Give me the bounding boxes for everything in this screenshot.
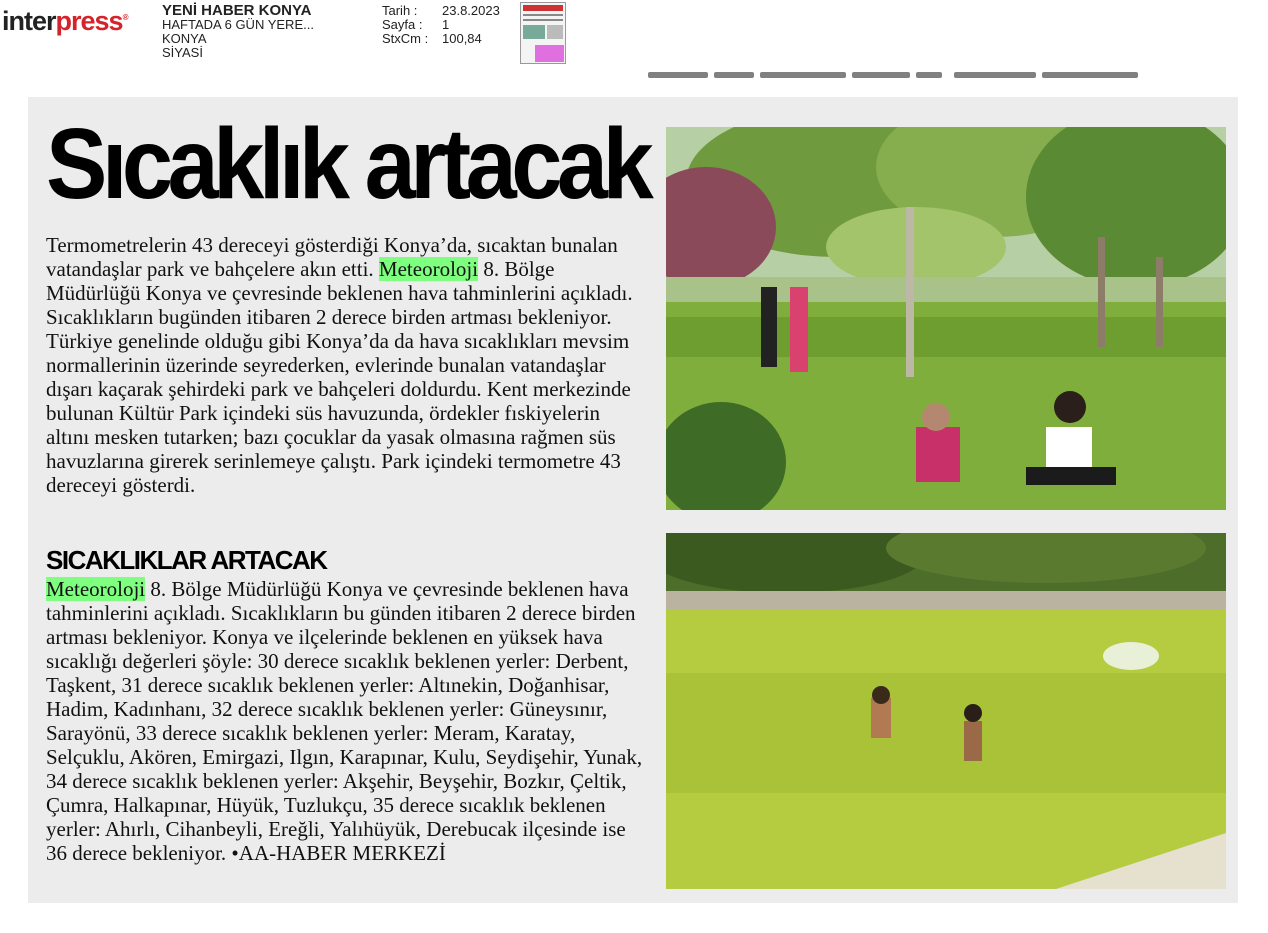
park-photo [666,127,1226,510]
stxcm-label: StxCm : [382,31,429,46]
publication-name: YENİ HABER KONYA [162,2,312,19]
publication-category: SİYASİ [162,45,203,60]
article-body-forecast [46,577,646,865]
search-term-highlight: Meteoroloji [378,257,479,281]
search-term-highlight: Meteoroloji [46,577,146,601]
thumbnail-block [547,25,563,39]
article-body-intro [46,233,646,497]
intro-text-rest: 8. Bölge Müdürlüğü Konya ve çevresinde beklenen hava tahminlerini açıkladı. Sıcaklıkların bugünden itibaren 2 derece birden artması bekleniyor. Türkiye genelinde olduğu gibi Konya’da da hava sıcaklıkları mevsim normallerinin üzerinde seyrederken, evlerinde bunalan vatandaşlar dışarı kaçarak şehirdeki park ve bahçeleri doldurdu. Kent merkezinde bulunan Kültür Park içindeki süs havuzunda, ördekler fıskiyelerin altını mesken tutarken; bazı çocuklar da yasak olmasına rağmen süs havuzlarına girerek serinlemeye çalıştı. Park içindeki termometre 43 dereceyi gösterdi. [46,257,633,497]
thumbnail-line [523,14,563,16]
stxcm-row [382,32,500,46]
clipping-meta [382,4,500,46]
publication-city: KONYA [162,31,207,46]
thumbnail-photo [523,25,545,39]
interpress-logo [2,6,127,37]
logo-text-press: press [55,6,123,36]
pool-photo [666,533,1226,889]
date-row [382,4,500,18]
thumbnail-line [523,19,563,21]
thumbnail-clip-highlight [535,45,564,62]
cropped-text-strip [648,66,1142,82]
thumbnail-masthead [523,5,563,11]
article-headline: Sıcaklık artacak [46,108,649,220]
publication-frequency: HAFTADA 6 GÜN YERE... [162,17,314,32]
logo-text-inter: inter [2,6,56,36]
page-value: 1 [442,17,450,32]
page-label: Sayfa : [382,17,423,32]
date-label: Tarih : [382,3,418,18]
intro-text-start: Termometrelerin 43 dereceyi gösterdiği Konya’da, sıcaktan bunalan vatandaşlar park ve bahçelere akın etti. [46,233,618,281]
forecast-text: 8. Bölge Müdürlüğü Konya ve çevresinde beklenen hava tahminlerini açıkladı. Sıcaklıkların bu günden itibaren 2 derece birden artması bekleniyor. Konya ve ilçelerinde beklenen en yüksek hava sıcaklığı değerleri şöyle: 30 derece sıcaklık beklenen yerler: Derbent, Taşkent, 31 derece sıcaklık beklenen yerler: Altınekin, Doğanhisar, Hadim, Kadınhanı, 32 derece sıcaklık beklenen yerler: Güneysınır, Sarayönü, 33 derece sıcaklık beklenen yerler: Meram, Karatay, Selçuklu, Akören, Emirgazi, Ilgın, Karapınar, Kulu, Seydişehir, Yunak, 34 derece sıcaklık beklenen yerler: Akşehir, Beyşehir, Bozkır, Çeltik, Çumra, Halkapınar, Hüyük, Tuzlukçu, 35 derece sıcaklık beklenen yerler: Ahırlı, Cihanbeyli, Ereğli, Yalıhüyük, Derebucak ilçesinde ise 36 derece bekleniyor. •AA-HABER MERKEZİ [46,577,643,865]
article-subheading: SICAKLIKLAR ARTACAK [46,545,327,575]
logo-registered-mark: ® [122,13,128,22]
stxcm-value: 100,84 [442,31,482,46]
publication-info [162,4,314,60]
page-thumbnail[interactable] [520,2,566,64]
date-value: 23.8.2023 [442,3,500,18]
page-row [382,18,500,32]
